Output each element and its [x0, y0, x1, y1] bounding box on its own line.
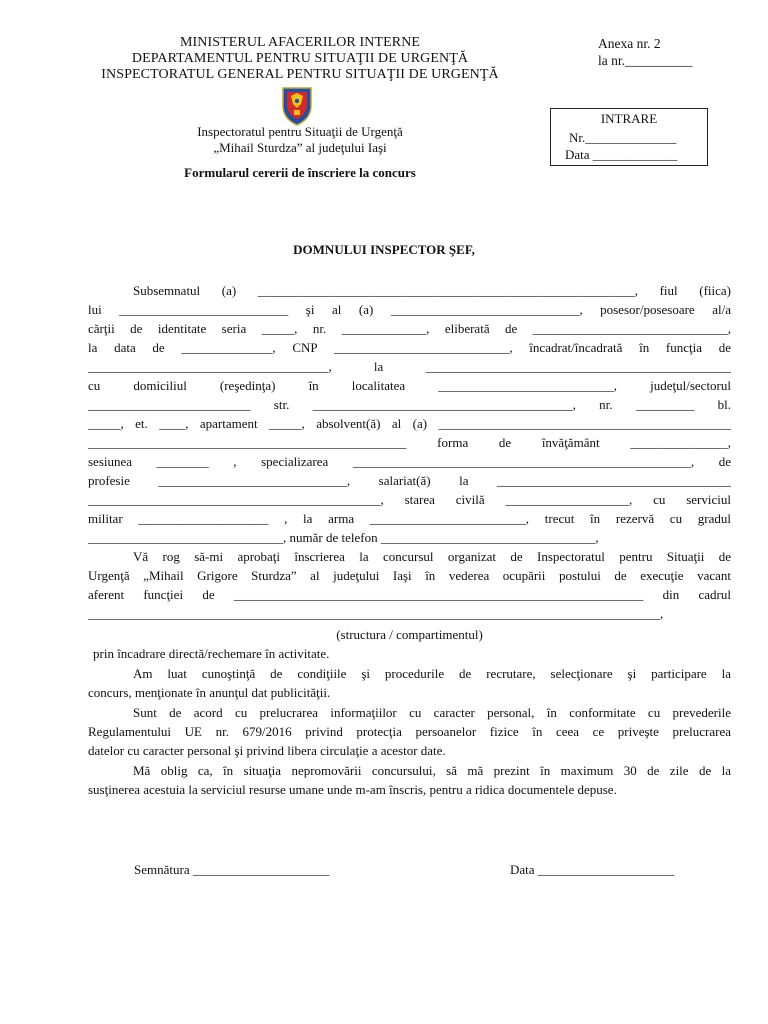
header-line-3: INSPECTORATUL GENERAL PENTRU SITUAŢII DE URGENŢĂ — [101, 67, 499, 82]
intrare-nr: Nr.______________ — [569, 130, 677, 145]
form-line: profesie _____________________________, salariat(ă) la ____________________________________ — [88, 473, 731, 488]
form-line: Subsemnatul (a) __________________________________________________________, fiul (fiica) — [133, 283, 731, 298]
form-line: sesiunea ________ , specializarea ____________________________________________________, de — [88, 454, 731, 469]
date-field: Data _____________________ — [510, 862, 675, 877]
structure-caption: (structura / compartimentul) — [336, 627, 483, 642]
annex-reference — [598, 35, 693, 69]
form-line: _________________________________________________ forma de învăţământ _______________, — [88, 435, 731, 450]
header-line-1: MINISTERUL AFACERILOR INTERNE — [179, 35, 421, 50]
form-line: Sunt de acord cu prelucrarea informaţiilor cu caracter personal, în conformitate cu prevederile — [133, 705, 731, 720]
addressee-heading: DOMNULUI INSPECTOR ŞEF, — [293, 242, 475, 257]
inspectorate-line-2: „Mihail Sturdza” al judeţului Iaşi — [213, 140, 387, 155]
header-line-2: DEPARTAMENTUL PENTRU SITUAŢII DE URGENŢĂ — [131, 51, 469, 66]
intrare-box — [550, 108, 708, 166]
form-line: Am luat cunoştinţă de condiţiile şi procedurile de recrutare, selecţionare şi participare la — [133, 666, 731, 681]
ministry-header — [40, 35, 560, 83]
form-line: Urgenţă „Mihail Grigore Sturdza” al judeţului Iaşi în vederea ocupării postului de execuţie vacant — [88, 568, 731, 583]
form-line: concurs, menţionate în anunţul dat publicităţii. — [88, 685, 331, 700]
form-line: ________________________________________________________________________________________, — [88, 606, 664, 621]
form-line: aferent funcţiei de _______________________________________________________________ din cadrul — [88, 587, 731, 602]
form-line: _________________________ str. ________________________________________, nr. _________ bl. — [88, 397, 731, 412]
coat-of-arms-icon — [280, 86, 314, 126]
form-line: _____________________________________, la _______________________________________________ — [88, 359, 731, 374]
intrare-data: Data _____________ — [565, 147, 678, 162]
form-line: la data de ______________, CNP ___________________________, încadrat/încadrată în funcţia de — [88, 340, 731, 355]
form-line: datelor cu caracter personal şi privind libera circulaţie a acestor date. — [88, 743, 446, 758]
form-line: Regulamentului UE nr. 679/2016 privind protecţia persoanelor fizice în ceea ce priveşte prelucrarea — [88, 724, 731, 739]
form-line: _____________________________________________, starea civilă ___________________, cu serviciul — [88, 492, 731, 507]
inspectorate-line-1: Inspectoratul pentru Situaţii de Urgenţă — [197, 124, 403, 139]
signature-field: Semnătura _____________________ — [134, 862, 330, 877]
intrare-title: INTRARE — [600, 111, 658, 126]
form-line: cu domiciliul (reşedinţa) în localitatea ___________________________, judeţul/sectorul — [88, 378, 731, 393]
form-line: Vă rog să-mi aprobaţi înscrierea la concursul organizat de Inspectoratul pentru Situaţii de — [133, 549, 731, 564]
form-title: Formularul cererii de înscriere la concurs — [184, 165, 416, 180]
form-line: prin încadrare directă/rechemare în activitate. — [93, 646, 330, 661]
annex-ref: la nr.__________ — [598, 53, 693, 68]
form-line: Mă oblig ca, în situaţia nepromovării concursului, să mă prezint în maximum 30 de zile de la — [133, 763, 731, 778]
form-line: cărţii de identitate seria _____, nr. _____________, eliberată de ______________________________, — [88, 321, 731, 336]
form-line: ______________________________, număr de telefon _________________________________, — [88, 530, 599, 545]
form-line: lui __________________________ şi al (a) _____________________________, posesor/posesoare al/a — [88, 302, 731, 317]
inspectorate-block — [70, 124, 530, 156]
annex-title: Anexa nr. 2 — [598, 36, 661, 51]
form-line: militar ____________________ , la arma ________________________, trecut în rezervă cu gradul — [88, 511, 731, 526]
form-line: susţinerea acestuia la serviciul resurse umane unde m-am înscris, pentru a ridica documentele depuse. — [88, 782, 617, 797]
form-line: _____, et. ____, apartament _____, absolvent(ă) al (a) _____________________________________________ — [88, 416, 731, 431]
